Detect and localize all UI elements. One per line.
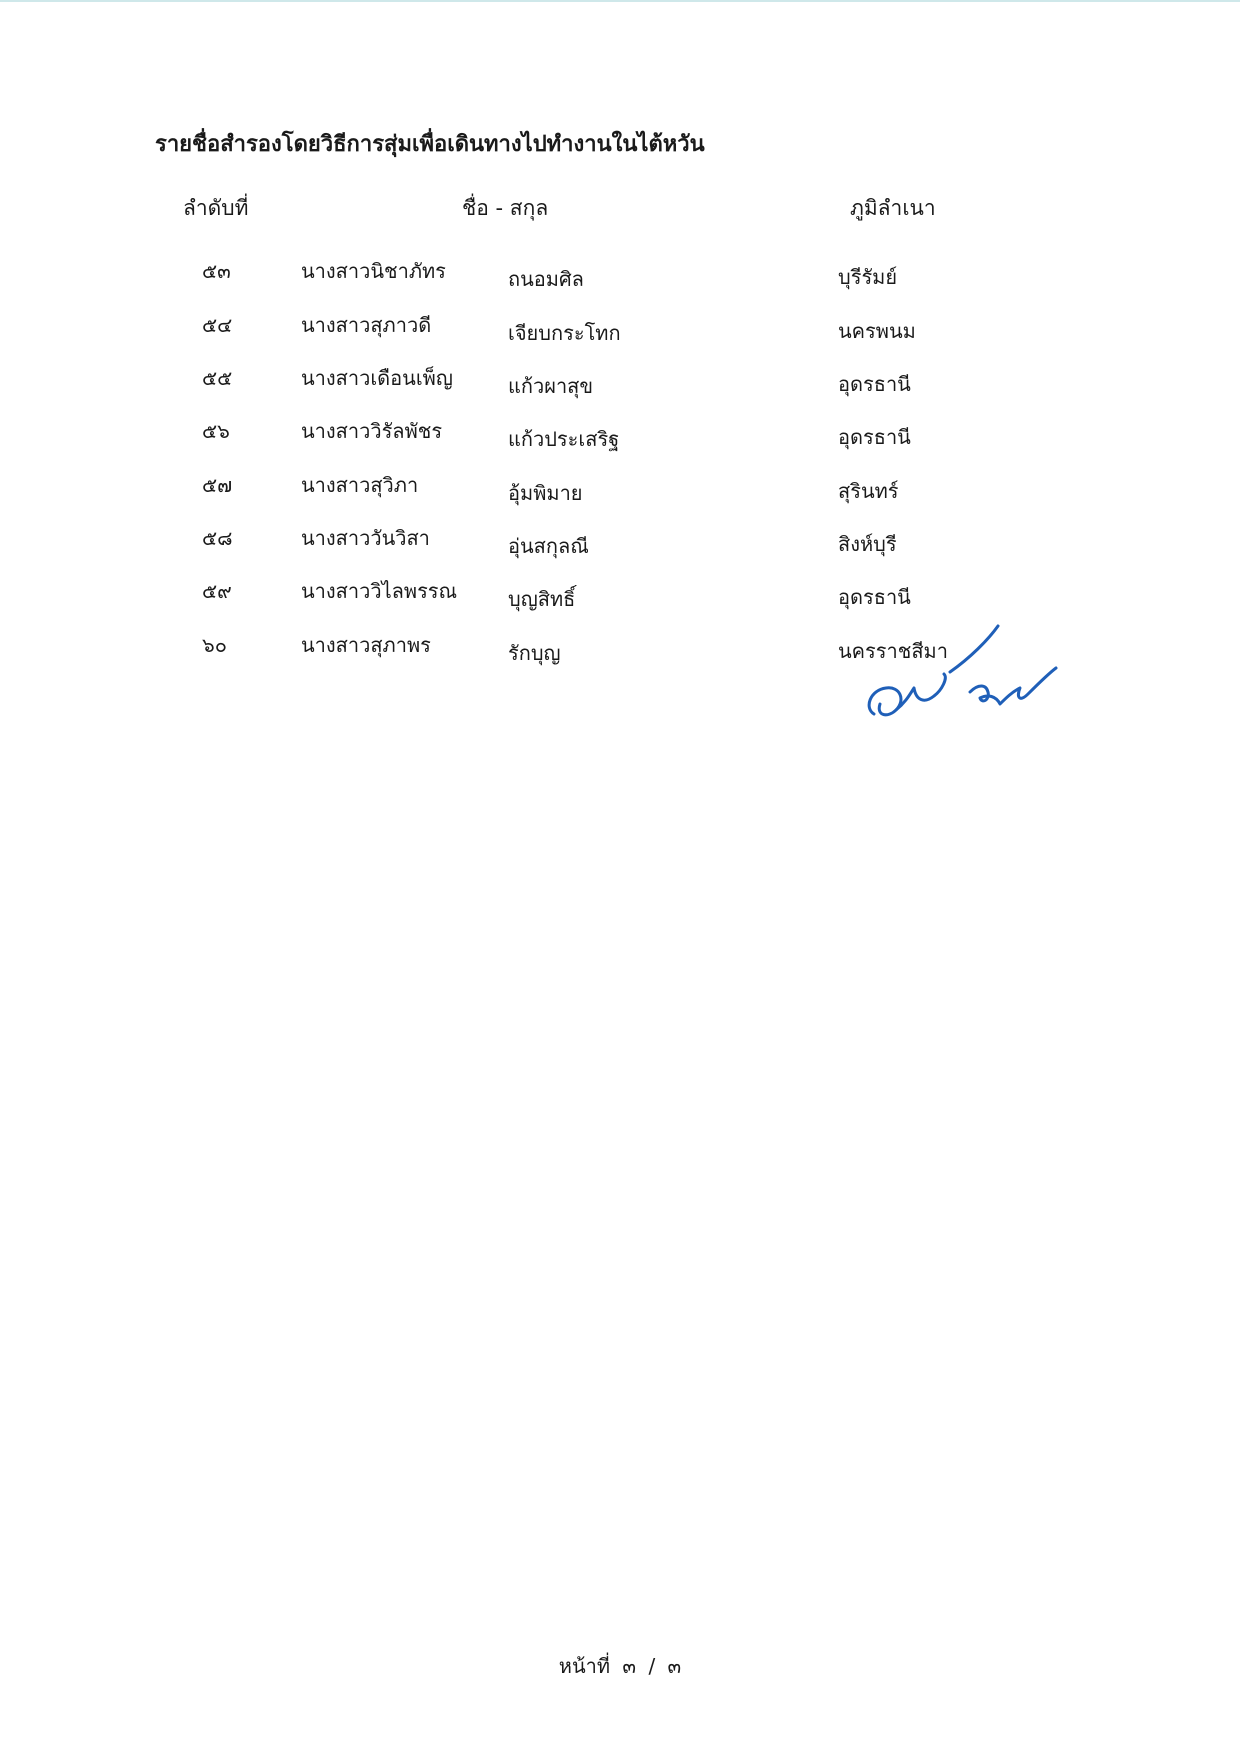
row-first-name: นางสาววันวิสา	[301, 526, 430, 550]
row-number: ๕๗	[202, 473, 233, 497]
header-order: ลำดับที่	[183, 196, 249, 220]
document-title: รายชื่อสำรองโดยวิธีการสุ่มเพื่อเดินทางไปทำงานในไต้หวัน	[155, 132, 705, 157]
table-row	[0, 575, 1240, 615]
row-first-name: นางสาวสุวิภา	[301, 473, 419, 497]
page-current: ๓	[622, 1654, 637, 1678]
page-number	[0, 1650, 1240, 1682]
table-row	[0, 415, 1240, 455]
table-row	[0, 362, 1240, 402]
row-number: ๕๙	[202, 579, 232, 603]
header-hometown: ภูมิลำเนา	[850, 196, 936, 220]
row-number: ๕๘	[202, 526, 233, 550]
row-hometown: บุรีรัมย์	[838, 265, 898, 289]
row-first-name: นางสาววิไลพรรณ	[301, 579, 458, 603]
row-first-name: นางสาวสุภาวดี	[301, 313, 432, 337]
row-last-name: ถนอมศิล	[508, 267, 584, 291]
row-last-name: บุญสิทธิ์	[508, 587, 576, 611]
table-row	[0, 522, 1240, 562]
row-number: ๕๖	[202, 419, 230, 443]
table-row	[0, 255, 1240, 295]
row-last-name: แก้วประเสริฐ	[508, 427, 620, 451]
table-row	[0, 469, 1240, 509]
row-first-name: นางสาวนิชาภัทร	[301, 259, 446, 283]
row-number: ๖๐	[202, 633, 227, 657]
table-row	[0, 309, 1240, 349]
row-hometown: อุดรธานี	[838, 425, 911, 449]
row-last-name: รักบุญ	[508, 641, 561, 665]
page-total: ๓	[667, 1654, 682, 1678]
row-last-name: อุ้มพิมาย	[508, 481, 583, 505]
row-first-name: นางสาววิรัลพัชร	[301, 419, 443, 443]
row-first-name: นางสาวเดือนเพ็ญ	[301, 366, 453, 390]
row-hometown: อุดรธานี	[838, 372, 911, 396]
page-separator: /	[648, 1654, 656, 1678]
row-hometown: นครพนม	[838, 319, 916, 343]
row-hometown: อุดรธานี	[838, 585, 911, 609]
row-hometown: สิงห์บุรี	[838, 532, 897, 556]
row-first-name: นางสาวสุภาพร	[301, 633, 431, 657]
row-last-name: แก้วผาสุข	[508, 374, 594, 398]
scan-edge-line	[0, 0, 1240, 2]
row-hometown: นครราชสีมา	[838, 639, 948, 663]
page-label: หน้าที่	[558, 1654, 611, 1678]
row-number: ๕๕	[202, 366, 233, 390]
row-number: ๕๔	[202, 313, 233, 337]
row-last-name: เจียบกระโทก	[508, 321, 621, 345]
header-name: ชื่อ - สกุล	[462, 196, 549, 220]
row-last-name: อุ่นสกุลณี	[508, 534, 589, 558]
row-number: ๕๓	[202, 259, 231, 283]
handwritten-signature	[850, 618, 1060, 728]
row-hometown: สุรินทร์	[838, 479, 899, 503]
